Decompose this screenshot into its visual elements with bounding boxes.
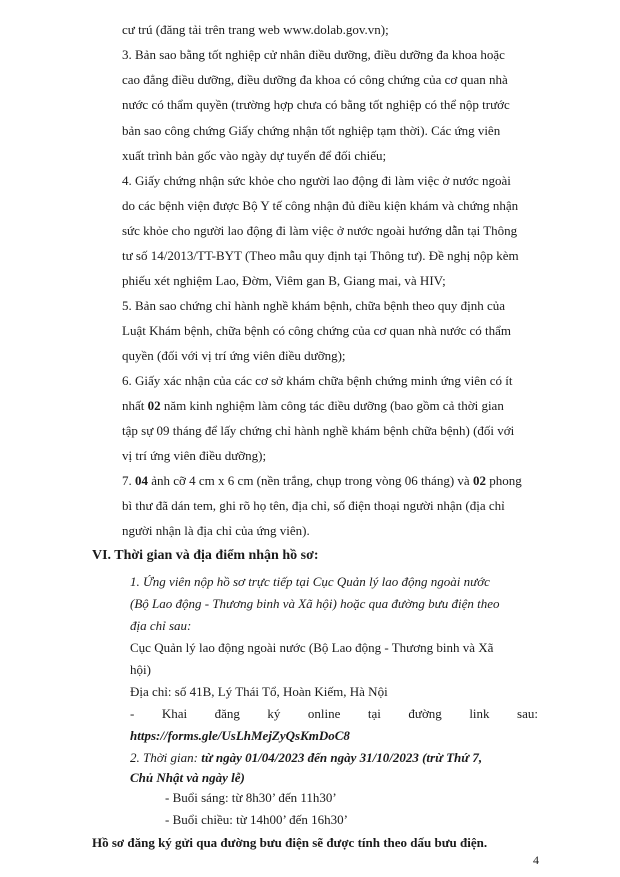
list-item-6: 6. Giấy xác nhận của các cơ sở khám chữa bệnh chứng minh ứng viên có ít	[122, 373, 513, 388]
text-line: người nhận là địa chỉ của ứng viên).	[122, 523, 310, 538]
text-span: năm kinh nghiệm làm công tác điều dưỡng (bao gồm cả thời gian	[160, 398, 504, 413]
text-line: cư trú (đăng tải trên trang web www.dolab.gov.vn);	[122, 22, 389, 37]
text-line: Luật Khám bệnh, chữa bệnh có công chứng của cơ quan nhà nước có thẩm	[122, 323, 512, 338]
text-line: sức khỏe cho người lao động đi làm việc ở nước ngoài hướng dẫn tại Thông	[122, 223, 518, 238]
text-line: nước có thẩm quyền (trường hợp chưa có bằng tốt nghiệp có thể nộp trước	[122, 97, 510, 112]
text-line: xuất trình bản gốc vào ngày dự tuyển để đối chiếu;	[122, 148, 387, 163]
text-line: tư số 14/2013/TT-BYT (Theo mẫu quy định tại Thông tư). Đề nghị nộp kèm	[122, 248, 519, 263]
text-line: phiếu xét nghiệm Lao, Đờm, Viêm gan B, Giang mai, và HIV;	[122, 273, 446, 288]
schedule-afternoon: - Buổi chiều: từ 14h00’ đến 16h30’	[165, 812, 348, 827]
text-line: (Bộ Lao động - Thương binh và Xã hội) hoặc qua đường bưu điện theo	[130, 596, 500, 611]
closing-note: Hồ sơ đăng ký gửi qua đường bưu điện sẽ được tính theo dấu bưu điện.	[92, 835, 488, 850]
text-line: Cục Quản lý lao động ngoài nước (Bộ Lao động - Thương binh và Xã	[130, 640, 494, 655]
list-item-7	[122, 473, 522, 489]
text-line: hội)	[130, 662, 151, 677]
text-span: ảnh cỡ 4 cm x 6 cm (nền trắng, chụp trong vòng 06 tháng) và	[148, 473, 473, 488]
text-line: quyền (đối với vị trí ứng viên điều dưỡng);	[122, 348, 346, 363]
text-line	[130, 750, 482, 766]
list-item-5: 5. Bản sao chứng chỉ hành nghề khám bệnh, chữa bệnh theo quy định của	[122, 298, 506, 313]
text-span: phong	[485, 473, 522, 488]
page-number: 4	[533, 853, 539, 867]
text-line: do các bệnh viện được Bộ Y tế công nhận đủ điều kiện khám và chứng nhận	[122, 198, 519, 213]
text-line: - Khai đăng ký online tại đường link sau:	[130, 706, 538, 721]
emphasis-number: 02	[147, 398, 161, 413]
text-line	[122, 398, 504, 414]
emphasis-number: 02	[472, 473, 486, 488]
registration-link[interactable]: https://forms.gle/UsLhMejZyQsKmDoC8	[130, 728, 350, 743]
text-line: bì thư đã dán tem, ghi rõ họ tên, địa chỉ, số điện thoại người nhận (địa chỉ	[122, 498, 505, 513]
text-span: 2. Thời gian:	[130, 750, 202, 765]
text-line: địa chỉ sau:	[130, 618, 192, 633]
schedule-morning: - Buổi sáng: từ 8h30’ đến 11h30’	[165, 790, 337, 805]
text-line: vị trí ứng viên điều dưỡng);	[122, 448, 267, 463]
text-line: Chủ Nhật và ngày lễ)	[130, 770, 245, 785]
date-range: từ ngày 01/04/2023 đến ngày 31/10/2023 (trừ Thứ 7,	[201, 750, 483, 765]
emphasis-number: 04	[135, 473, 148, 488]
text-line: bản sao công chứng Giấy chứng nhận tốt nghiệp tạm thời). Các ứng viên	[122, 123, 501, 138]
list-item-3: 3. Bản sao bằng tốt nghiệp cử nhân điều dưỡng, điều dưỡng đa khoa hoặc	[122, 47, 505, 62]
section-heading: VI. Thời gian và địa điểm nhận hồ sơ:	[92, 548, 319, 563]
text-span: 7.	[122, 473, 135, 488]
text-span: nhất	[122, 398, 148, 413]
text-line: cao đẳng điều dưỡng, điều dưỡng đa khoa có công chứng của cơ quan nhà	[122, 72, 508, 87]
text-line: tập sự 09 tháng để lấy chứng chỉ hành nghề khám bệnh chữa bệnh) (đối với	[122, 423, 515, 438]
address-line: Địa chỉ: số 41B, Lý Thái Tổ, Hoàn Kiếm, Hà Nội	[130, 684, 388, 699]
text-line: 1. Ứng viên nộp hồ sơ trực tiếp tại Cục Quản lý lao động ngoài nước	[130, 574, 490, 589]
list-item-4: 4. Giấy chứng nhận sức khỏe cho người lao động đi làm việc ở nước ngoài	[122, 173, 511, 188]
